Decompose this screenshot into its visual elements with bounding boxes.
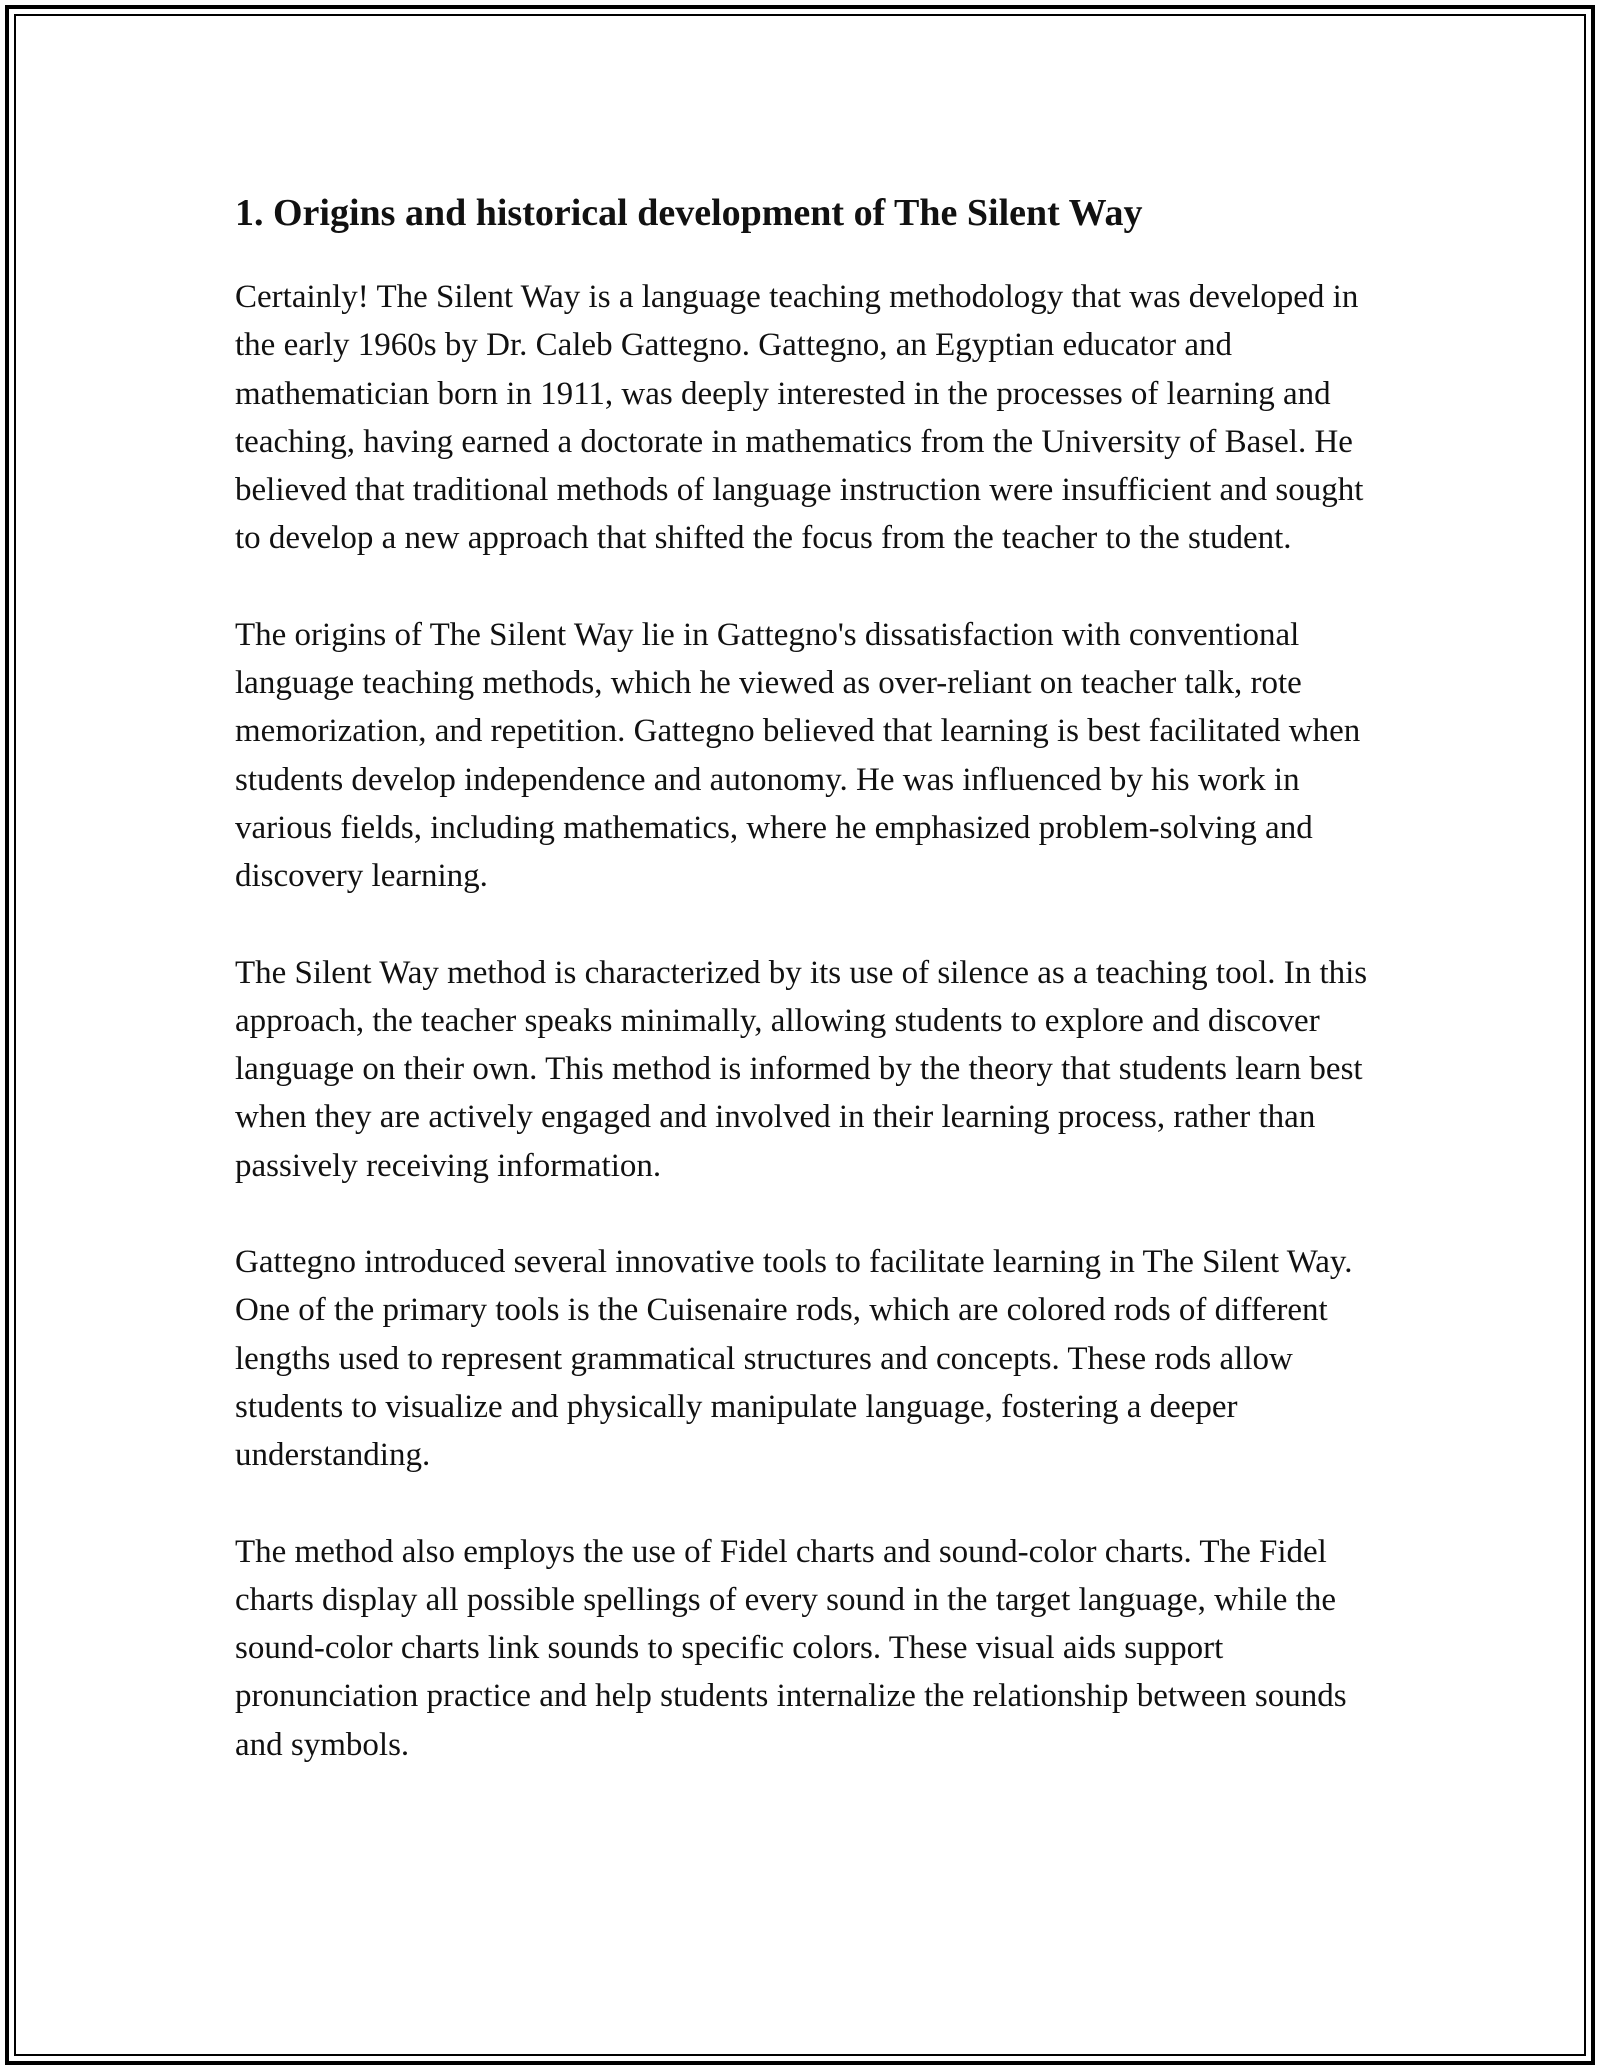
section-heading: 1. Origins and historical development of The Silent Way [235,192,1143,234]
paragraph-fidel-charts: The method also employs the use of Fidel charts and sound-color charts. The Fidel charts display all possible spellings of every sound in the target language, while the sound-color charts link sounds to specific colors. These visual aids support pronunciation practice and help students internalize the relationship between sounds and symbols. [235,1533,1347,1763]
paragraph-cuisenaire-rods: Gattegno introduced several innovative tools to facilitate learning in The Silent Way. One of the primary tools is the Cuisenaire rods, which are colored rods of different lengths used to represent grammatical structures and concepts. These rods allow students to visualize and physically manipulate language, fostering a deeper understanding. [235,1244,1353,1474]
paragraph-silence-method: The Silent Way method is characterized by its use of silence as a teaching tool. In this approach, the teacher speaks minimally, allowing students to explore and discover language on their own. This method is informed by the theory that students learn best when they are actively engaged and involved in their learning process, rather than passively receiving information. [235,954,1368,1184]
paragraph-introduction: Certainly! The Silent Way is a language teaching methodology that was developed in the early 1960s by Dr. Caleb Gattegno. Gattegno, an Egyptian educator and mathematician born in 1911, was deeply interested in the processes of learning and teaching, having earned a doctorate in mathematics from the University of Basel. He believed that traditional methods of language instruction were insufficient and sought to develop a new approach that shifted the focus from the teacher to the student. [235,279,1364,557]
document-body [235,183,1380,1817]
paragraph-origins: The origins of The Silent Way lie in Gattegno's dissatisfaction with conventional language teaching methods, which he viewed as over-reliant on teacher talk, rote memorization, and repetition. Gattegno believed that learning is best facilitated when students develop independence and autonomy. He was influenced by his work in various fields, including mathematics, where he emphasized problem-solving and discovery learning. [235,616,1361,895]
